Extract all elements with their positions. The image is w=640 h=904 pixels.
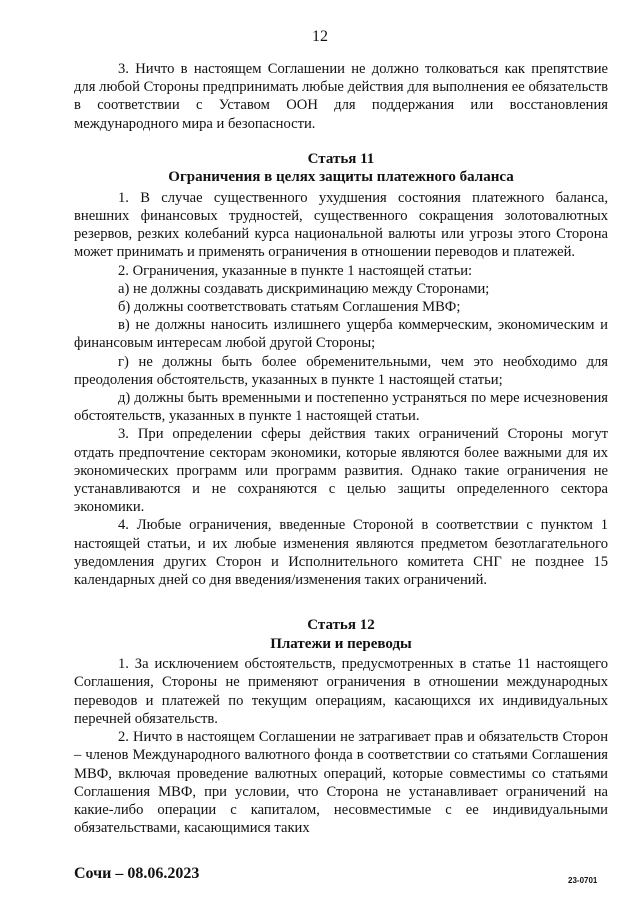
- document-body: [74, 60, 608, 837]
- paragraph: 2. Ограничения, указанные в пункте 1 настоящей статьи:: [118, 262, 473, 279]
- page-number: 12: [312, 28, 328, 45]
- footer-document-code: 23-0701: [568, 876, 598, 885]
- paragraph: 3. При определении сферы действия таких ограничений Стороны могут отдать предпочтение секторам экономики, которые являются более важными для их экономических программ или программ развития. Однако такие ограничения не устанавливаются и не сохраняются с целью защиты определенного сектора экономики.: [74, 426, 608, 516]
- paragraph: 4. Любые ограничения, введенные Стороной в соответствии с пунктом 1 настоящей статьи, и их любые изменения являются предметом безотлагательного уведомления других Сторон и Исполнительного комитета СНГ не позднее 15 календарных дней со дня введения/изменения таких ограничений.: [74, 517, 608, 589]
- paragraph: 3. Ничто в настоящем Соглашении не должно толковаться как препятствие для любой Стороны предпринимать любые действия для выполнения ее обязательств в соответствии с Уставом ООН для поддержания или восстановления международного мира и безопасности.: [74, 61, 608, 132]
- article-11-number: Статья 11: [307, 150, 375, 167]
- paragraph: а) не должны создавать дискриминацию между Сторонами;: [118, 280, 490, 297]
- article-12-number: Статья 12: [307, 617, 375, 634]
- article-12-title: Платежи и переводы: [270, 635, 412, 652]
- paragraph: д) должны быть временными и постепенно устраняться по мере исчезновения обстоятельств, указанных в пункте 1 настоящей статьи.: [74, 390, 608, 425]
- paragraph: 1. В случае существенного ухудшения состояния платежного баланса, внешних финансовых трудностей, существенного сокращения золотовалютных резервов, резких колебаний курса национальной валюты или угрозы этого Сторона может принимать и применять ограничения в отношении переводов и платежей.: [74, 189, 608, 261]
- paragraph: 2. Ничто в настоящем Соглашении не затрагивает прав и обязательств Сторон – членов Международного валютного фонда в соответствии со статьями Соглашения МВФ, включая проведение валютных операций, которые совместимы со статьями Соглашения МВФ, при условии, что Сторона не устанавливает ограничений на какие-либо операции с капиталом, несовместимые с ее индивидуальными обязательствами, касающимися таких: [74, 729, 608, 837]
- paragraph: в) не должны наносить излишнего ущерба коммерческим, экономическим и финансовым интересам любой другой Стороны;: [74, 317, 608, 352]
- article-11-title: Ограничения в целях защиты платежного баланса: [168, 169, 514, 186]
- footer-place-date: Сочи – 08.06.2023: [74, 865, 200, 882]
- paragraph: 1. За исключением обстоятельств, предусмотренных в статье 11 настоящего Соглашения, Стороны не применяют ограничения в отношении международных переводов и платежей по текущим операциям, касающихся их индивидуальных перечней обязательств.: [74, 656, 608, 727]
- paragraph: б) должны соответствовать статьям Соглашения МВФ;: [118, 299, 461, 316]
- paragraph: г) не должны быть более обременительными, чем это необходимо для преодоления обстоятельств, указанных в пункте 1 настоящей статьи;: [74, 353, 608, 388]
